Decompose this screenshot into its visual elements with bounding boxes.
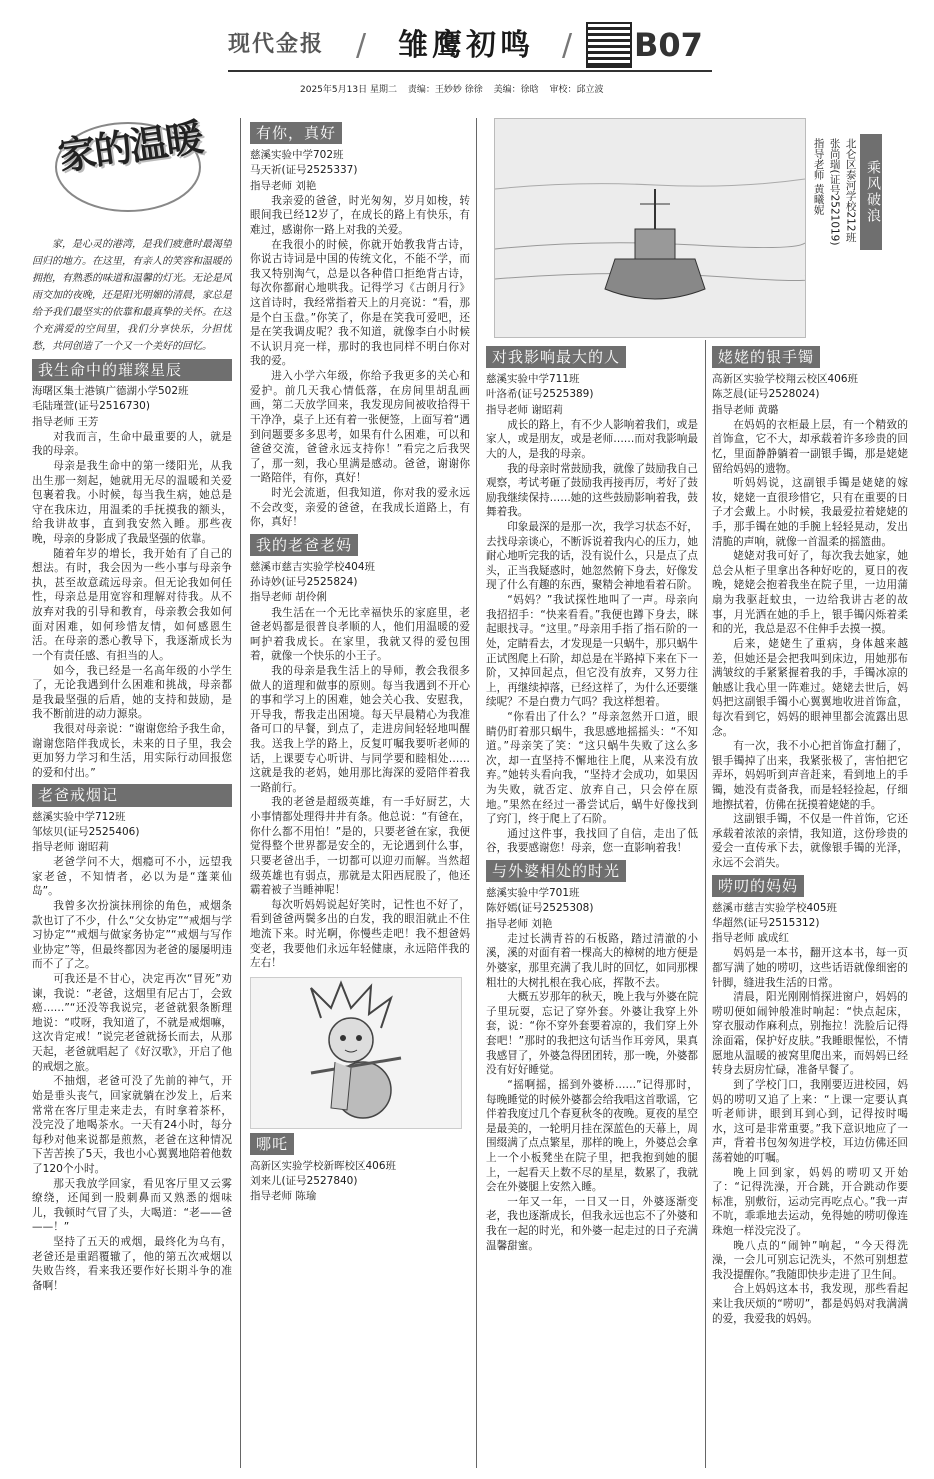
designer-credit: 美编：徐晗	[493, 85, 539, 95]
article-teacher: 指导老师 刘艳	[486, 917, 553, 930]
article-school: 慈溪实验中学702班	[250, 149, 344, 162]
intro-text: 家，是心灵的港湾，是我们疲惫时最渴望回归的地方。在这里，有亲人的笑容和温暖的拥抱，有熟悉的味道和温馨的灯光。无论是风雨交加的夜晚，还是阳光明媚的清晨，家总是给予我们最坚实的依靠和最真挚的关怀。在这个充满爱的空间里，我们分享快乐，分担忧愁，共同创造了一个又一个美好的回忆。	[32, 239, 232, 352]
article-author: 叶洛希(证号2525389)	[486, 388, 594, 401]
column-divider	[240, 118, 241, 1468]
paragraph: 听妈妈说，这副银手镯是姥姥的嫁妆，姥姥一直很珍惜它，只有在重要的日子才会戴上。小时候，我最爱拉着姥姥的手，那手镯在她的手腕上轻轻晃动，发出清脆的声响，就像一首温柔的摇篮曲。	[712, 477, 908, 548]
article-a7	[712, 342, 908, 871]
article-title: 我生命中的璀璨星辰	[32, 359, 232, 381]
artwork-a10	[250, 977, 470, 1204]
article-author: 毛陆瑾萱(证号2516730)	[32, 400, 150, 413]
article-a1	[32, 359, 232, 780]
section-name: 雏鹰初鸣	[398, 28, 534, 63]
article-school: 海曙区集士港镇广德湖小学502班	[32, 385, 189, 398]
paragraph: 我很对母亲说：“谢谢您给予我生命，谢谢您陪伴我成长，未来的日子里，我会更加努力学习和生活，用实际行动回报您的爱和付出。”	[32, 722, 232, 779]
article-author: 张尚瑞(证号2521019)	[828, 138, 841, 246]
article-teacher: 指导老师 王芳	[32, 415, 99, 428]
paragraph: 进入小学六年级，你给予我更多的关心和爱护。前几天我心情低落，在房间里胡乱画画，第二天放学回来，我发现房间被收拾得干干净净，桌子上还有着一张便签，上面写着“遇到问题要多多思考，如果有什么困难，可以和爸爸交流，爸爸永远支持你！”看完之后我哭了，那一刻，我心里满是感动。爸爸，谢谢你一路陪伴，有你，真好！	[250, 370, 470, 485]
article-a8	[712, 871, 908, 1327]
article-author: 陈芝晨(证号2528024)	[712, 388, 820, 401]
article-teacher: 指导老师 陈瑜	[250, 1190, 317, 1203]
column-4	[712, 342, 908, 1470]
paragraph: “你看出了什么？”母亲忽然开口道，眼睛仍盯着那只蜗牛，我思感地摇摇头：“不知道。”母亲笑了笑：“这只蜗牛失败了这么多次，却一直坚持不懈地往上爬，从来没有放弃。”她转头看向我，“坚持才会成功，如果因为失败，就否定、放弃自己，只会停在原地。”果然在经过一番尝试后，蜗牛好像找到了窍门，终于爬上了石阶。	[486, 710, 698, 826]
paragraph: 对我而言，生命中最重要的人，就是我的母亲。	[32, 430, 232, 458]
logo-text: 家的温暖	[55, 115, 205, 179]
paragraph: 大概五岁那年的秋天，晚上我与外婆在院子里玩耍，忘记了穿外套。外婆让我穿上外套，说：“你不穿外套要着凉的，我们穿上外套吧！”那时的我把这句话当作耳旁风，果真我感冒了，外婆急得团团转，那一晚，外婆都没有好好睡觉。	[486, 991, 698, 1077]
dateline	[300, 84, 611, 96]
article-author: 华超然(证号2515312)	[712, 917, 820, 930]
paragraph: 后来，姥姥生了重病，身体越来越差，但她还是会把我叫到床边，用她那布满皱纹的手紧紧握着我的手，手镯冰凉的触感让我心里一阵难过。姥姥去世后，妈妈把这副银手镯小心翼翼地收进首饰盒，每次看到它，妈妈的眼神里都会流露出思念。	[712, 637, 908, 738]
article-title: 哪吒	[250, 1133, 294, 1155]
paragraph: 印象最深的是那一次，我学习状态不好，去找母亲谈心，不断诉说着我内心的压力，她耐心地听完我的话，没有说什么，只是点了点头，正当我疑惑时，她忽然俯下身去，好像发现了什么有趣的东西，聚精会神地看着石阶。	[486, 521, 698, 592]
article-author: 刘来儿(证号2527840)	[250, 1175, 358, 1188]
paragraph: 如今，我已经是一名高年级的小学生了，无论我遇到什么困难和挑战，母亲都是我最坚强的后盾，她的支持和鼓励，是我不断前进的动力源泉。	[32, 664, 232, 721]
article-title: 对我影响最大的人	[486, 346, 626, 368]
paragraph: 姥姥对我可好了，每次我去她家，她总会从柜子里拿出各种好吃的，夏日的夜晚，姥姥会抱着我坐在院子里，一边用蒲扇为我驱赶蚊虫，一边给我讲古老的故事，月光洒在她的手上，银手镯闪烁着柔和的光，我总是忍不住伸手去摸一摸。	[712, 550, 908, 636]
editor-credit: 责编：王妙妙 徐徐	[407, 85, 483, 95]
article-teacher: 指导老师 戚成红	[712, 932, 789, 945]
article-author: 马天祈(证号2525337)	[250, 164, 358, 177]
paragraph: 我的母亲是我生活上的导师，教会我很多做人的道理和做事的原则。每当我遇到不开心的事和学习上的困难，她会关心我、安慰我，开导我，帮我走出困境。每天早晨精心为我准备可口的早餐，到点了，走进房间轻轻地叫醒我。送我上学的路上，反复叮嘱我要听老师的话，上课要专心听讲、与同学要和睦相处……这就是我的老妈，她用那比海深的爱陪伴着我一路前行。	[250, 664, 470, 794]
paragraph: 清晨，阳光刚刚悄探进窗户，妈妈的唠叨便如闹钟般准时响起：“快点起床，穿衣服动作麻利点，别拖拉！洗脸后记得涂面霜，保护好皮肤。”我睡眼惺忪，不情愿地从温暖的被窝里爬出来，而妈妈已经转身去厨房忙碌，准备早餐了。	[712, 991, 908, 1077]
column-logo	[48, 112, 208, 222]
issue-date: 2025年5月13日 星期二	[300, 85, 397, 95]
column-divider	[705, 340, 706, 1468]
paragraph: 老爸学问不大，烟瘾可不小，远望我家老爸，不知情者，必以为是“蓬莱仙岛”。	[32, 856, 232, 898]
paragraph: 妈妈是一本书，翻开这本书，每一页都写满了她的唠叨，这些话语就像细密的针脚，缝进我生活的日常。	[712, 947, 908, 989]
paragraph: 随着年岁的增长，我开始有了自己的想法。有时，我会因为一些小事与母亲争执，甚至故意疏远母亲。但无论我如何任性，母亲总是用宽容和理解对待我。从不放弃对我的引导和教育，母亲教会我如何面对困难，如何珍惜友情，如何感恩生活。在母亲的悉心教导下，我逐渐成长为一个有责任感、有担当的人。	[32, 547, 232, 662]
paragraph: 可我还是不甘心，决定再次“冒死”劝谏，我说：“老爸，这烟里有尼古丁，会致癌……”“还没等我说完，老爸就狠条断理地说：“哎呀，我知道了，不就是戒烟嘛，这次肯定戒！”说完老爸就扬长而去，从那天起，老爸就唱起了《好汉歌》，开启了他的戒烟之旅。	[32, 973, 232, 1073]
article-teacher: 指导老师 胡伶俐	[250, 591, 327, 604]
article-title: 唠叨的妈妈	[712, 875, 804, 897]
proofreader-credit: 审校：邱立波	[549, 85, 604, 95]
column-divider	[476, 118, 477, 1468]
paragraph: 在我很小的时候，你就开始教我背古诗，你说古诗词是中国的传统文化，不能不学，而我又特别淘气，总是以各种借口拒绝背古诗，每次你都耐心地哄我。记得学习《古朗月行》这首诗时，我经常指着天上的月亮说：“看，那是个白玉盘。”你笑了，你是在笑我可爱吧，还是在笑我调皮呢？我不知道，就像李白小时候不认识月亮一样，那时的我也同样不明白你对我的爱。	[250, 238, 470, 368]
paragraph: 我的母亲时常鼓励我，就像了鼓励我自己观察，考试考砸了鼓励我再接再厉，考好了鼓励我继续保持……她的这些鼓励影响着我，鼓舞着我。	[486, 462, 698, 519]
paragraph: 时光会流逝，但我知道，你对我的爱永远不会改变，亲爱的爸爸，在我成长道路上，有你，真好！	[250, 486, 470, 529]
article-title: 我的老爸老妈	[250, 534, 358, 556]
article-author: 邹炫贝(证号2525406)	[32, 825, 140, 838]
article-teacher: 指导老师 谢昭莉	[32, 840, 109, 853]
article-title: 老爸戒烟记	[32, 784, 232, 806]
paragraph: 晚八点的“闹钟”响起，“今天得洗澡，一会儿可别忘记洗头，不然可别想惹我没提醒你。”我随即快步走进了卫生间。	[712, 1239, 908, 1281]
article-title: 有你，真好	[250, 122, 342, 144]
article-school: 北仑区泰河学校212班	[844, 138, 857, 243]
artwork-a9	[494, 118, 806, 338]
article-author: 孙诗妙(证号2525824)	[250, 576, 358, 589]
paragraph: 坚持了五天的戒烟，最终化为乌有，老爸还是重蹈覆辙了，他的第五次戒烟以失败告终，看来我还要作好长期斗争的准备啊！	[32, 1236, 232, 1292]
artwork-a9-caption	[808, 118, 888, 338]
paragraph: 合上妈妈这本书，我发现，那些看起来让我厌烦的“唠叨”，都是妈妈对我满满的爱，我爱我的妈妈。	[712, 1283, 908, 1325]
qr-code-icon	[586, 22, 632, 68]
article-title: 与外婆相处的时光	[486, 860, 626, 882]
paragraph: 不抽烟，老爸可没了先前的神气，开始是垂头丧气，回家就躺在沙发上，后来常常在客厅里走来走去，有时拿着茶杯，没完没了地喝茶水。一天有24小时，每分每秒对他来说都是煎熬，老爸在这种情况下苦苦挨了5天，我也小心翼翼地陪着他数了120个小时。	[32, 1075, 232, 1175]
article-school: 高新区实验学校新晖校区406班	[250, 1160, 397, 1173]
column-1	[32, 236, 232, 1470]
paragraph: 我亲爱的爸爸，时光匆匆，岁月如梭，转眼间我已经12岁了，在成长的路上有快乐，有难过，感谢你一路上对我的关爱。	[250, 194, 470, 236]
paragraph: 一年又一年，一日又一日，外婆逐渐变老，我也逐渐成长，但我永远也忘不了外婆和我在一起的时光，和外婆一起走过的日子充满温馨甜蜜。	[486, 1195, 698, 1252]
article-school: 慈溪市慈吉实验学校404班	[250, 561, 376, 574]
paragraph: 走过长满青苔的石板路，踏过清澈的小溪，溪的对面有着一棵高大的樟树的地方便是外婆家，那里充满了我儿时的回忆，如同那棵粗壮的大树扎根在我心底，挥散不去。	[486, 932, 698, 989]
header-slash: /	[356, 28, 367, 63]
article-teacher: 指导老师 黄璐	[712, 403, 779, 416]
paragraph: 有一次，我不小心把首饰盒打翻了，银手镯掉了出来，我紧张极了，害怕把它弄坏，妈妈听到声音赶来，看到地上的手镯，她没有责备我，而是轻轻捡起，仔细地擦拭着，仿佛在抚摸着姥姥的手。	[712, 740, 908, 811]
boat-drawing	[495, 119, 805, 337]
paragraph: 成长的路上，有不少人影响着我们，或是家人，或是朋友，或是老师……而对我影响最大的人，是我的母亲。	[486, 418, 698, 460]
paragraph: 我生活在一个无比幸福快乐的家庭里，老爸老妈都是很普良孝顺的人，他们用温暖的爱呵护着我成长。在家里，我就又得的爱包围着，就像一个快乐的小王子。	[250, 606, 470, 663]
paragraph: 这副银手镯，不仅是一件首饰，它还承载着浓浓的亲情，我知道，这份珍贵的爱会一直传承下去，就像银手镯的光泽，永远不会消失。	[712, 813, 908, 870]
intro	[32, 236, 232, 355]
paragraph: 我曾多次扮演抹刑徐的角色，戒烟条款也订了不少，什么“父女协定”“戒烟与学习协定”“戒烟与做家务协定”“戒烟与写作业协定”等，但最终都因为老爸的屡屡明违而不了了之。	[32, 899, 232, 971]
nezha-drawing	[250, 977, 462, 1129]
paper-name: 现代金报	[228, 32, 325, 57]
article-title: 乘风破浪	[860, 134, 882, 250]
article-a6	[486, 856, 698, 1253]
article-a4	[250, 530, 470, 971]
article-author: 陈妤嫣(证号2525308)	[486, 902, 594, 915]
paragraph: 每次听妈妈说起好笑时，记性也不好了，看到爸爸两鬓多出的白发，我的眼泪就止不住地流下来。时光啊，你慢些走吧！我不想爸妈变老，我要他们永远年轻健康，永远陪伴我的左右！	[250, 898, 470, 970]
article-school: 慈溪实验中学712班	[32, 810, 126, 823]
article-school: 高新区实验学校翔云校区406班	[712, 373, 859, 386]
paragraph: 晚上回到家，妈妈的唠叨又开始了：“记得洗澡，开合跳，开合跳动作要标准，别敷衍，运动完再吃点心。”我一声不吭，乖乖地去运动，免得她的唠叨像连珠炮一样没完没了。	[712, 1166, 908, 1237]
article-school: 慈溪实验中学701班	[486, 887, 580, 900]
article-teacher: 指导老师 刘艳	[250, 179, 317, 192]
column-2	[250, 118, 470, 1470]
paragraph: 通过这件事，我找回了自信，走出了低谷，我要感谢您！母亲，您一直影响着我！	[486, 827, 698, 855]
article-title: 姥姥的银手镯	[712, 346, 820, 368]
column-3	[486, 342, 698, 1470]
article-teacher: 指导老师 谢昭莉	[486, 403, 563, 416]
paragraph: 母亲是我生命中的第一缕阳光，从我出生那一刻起，她就用无尽的温暖和关爱包裹着我。小时候，每当我生病，她总是守在我床边，用温柔的手抚摸我的额头，给我讲故事，直到我安然入睡。那些夜晚，母亲的身影成了我最坚强的依靠。	[32, 459, 232, 546]
article-a5	[486, 342, 698, 856]
page-number: B07	[634, 26, 703, 64]
article-teacher: 指导老师 黄曦妮	[812, 138, 825, 215]
article-a2	[32, 784, 232, 1293]
paragraph: “妈妈？”我试探性地叫了一声。母亲向我招招手：“快来看看。”我便也蹲下身去，眯起眼找寻。“这里。”母亲用手指了指石阶的一处，定睛看去，才发现是一只蜗牛，那只蜗牛正试图爬上石阶，却总是在半路掉下来在下一阶，又掉回起点，但它没有放弃，又努力往上，再继续掉落，已经这样了，为什么还要继续呢？不是白费力气吗？我这样想着。	[486, 594, 698, 709]
paragraph: 到了学校门口，我刚要迈进校园，妈妈的唠叨又追了上来：“上课一定要认真听老师讲，眼到耳到心到，记得按时喝水，这可是非常重要。”我下意识地应了一声，背着书包匆匆进学校，耳边仿佛还回荡着她的叮嘱。	[712, 1078, 908, 1164]
header-rule	[228, 70, 712, 72]
article-a3	[250, 118, 470, 530]
page-header	[0, 0, 934, 95]
article-school: 慈溪实验中学711班	[486, 373, 580, 386]
header-slash: /	[562, 28, 573, 63]
paragraph: 在妈妈的衣柜最上层，有一个精致的首饰盒，它不大，却承载着许多珍贵的回忆，里面静静躺着一副银手镯，那是姥姥留给妈妈的遗物。	[712, 418, 908, 475]
paragraph: “摇啊摇，摇到外婆桥……”记得那时，每晚睡觉的时候外婆都会给我唱这首歌谣，它伴着我度过几个春夏秋冬的夜晚。夏夜的星空是最美的，一轮明月挂在深蓝色的天幕上，周围缀满了点点繁星，那样的晚上，外婆总会拿上一个小板凳坐在院子里，把我抱到她的腿上，一起看天上数不尽的星星，数累了，我就会在外婆腿上安然入睡。	[486, 1078, 698, 1194]
article-school: 慈溪市慈吉实验学校405班	[712, 901, 838, 914]
paragraph: 那天我放学回家，看见客厅里又云雾缭绕，还闻到一股刺鼻而又熟悉的烟味儿，我顿时气冒了头，大喝道：“老——爸——！”	[32, 1177, 232, 1234]
paragraph: 我的老爸是超级英雄，有一手好厨艺，大小事情都处理得井井有条。他总说：“有爸在，你什么都不用怕！”是的，只要老爸在家，我便觉得整个世界都是安全的，无论遇到什么事，只要老爸出手，一切都可以迎刃而解。当然超级英雄也有弱点，那就是太阳西屁股了，他还霸着被子当睡神呢！	[250, 796, 470, 897]
